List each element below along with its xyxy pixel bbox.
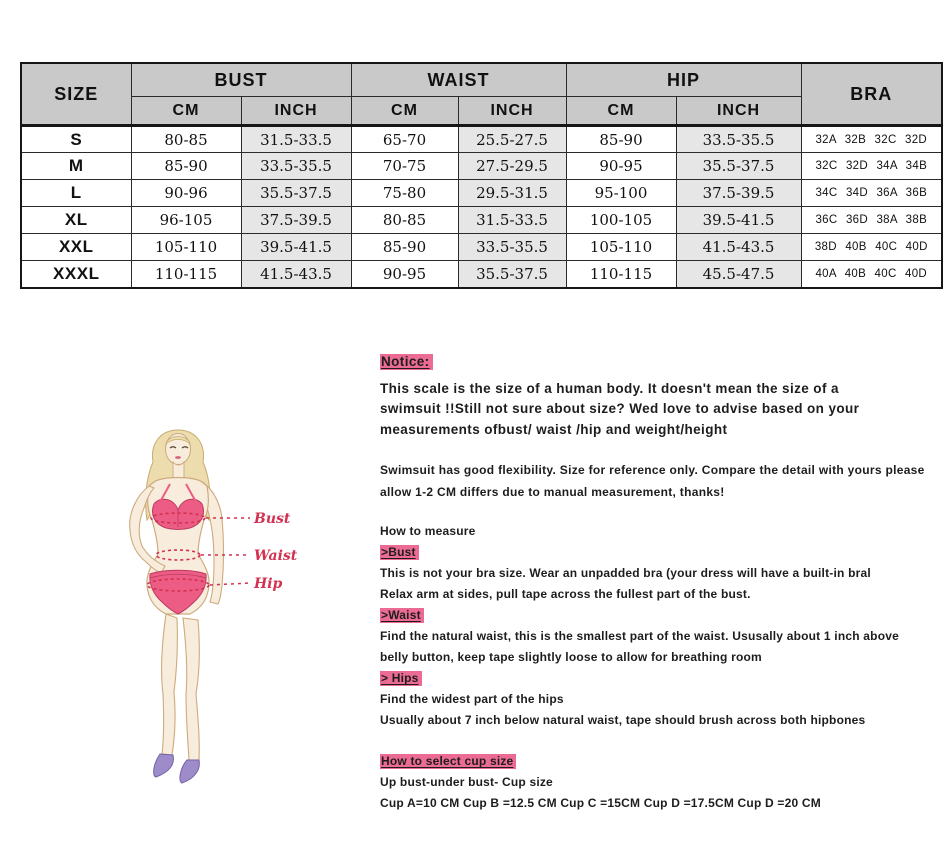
table-row xyxy=(21,261,942,288)
waist-text-line: Find the natural waist, this is the smallest part of the waist. Ususally about 1 inch above xyxy=(380,629,899,643)
cup-size-heading xyxy=(380,751,936,772)
table-cell: 110-115 xyxy=(566,261,676,288)
table-cell: 31.5-33.5 xyxy=(241,126,351,153)
header-bra: BRA xyxy=(801,63,942,126)
header-bust-cm: CM xyxy=(131,97,241,126)
notes-column xyxy=(380,352,936,814)
table-cell: XL xyxy=(21,207,131,234)
table-cell: 32A 32B 32C 32D xyxy=(801,126,942,153)
cup-size-text-line: Cup A=10 CM Cup B =12.5 CM Cup C =15CM Cup D =17.5CM Cup D =20 CM xyxy=(380,796,821,810)
table-cell: 33.5-35.5 xyxy=(676,126,801,153)
table-row xyxy=(21,180,942,207)
table-cell: 110-115 xyxy=(131,261,241,288)
table-cell: 25.5-27.5 xyxy=(458,126,566,153)
header-waist-cm: CM xyxy=(351,97,458,126)
table-cell: 80-85 xyxy=(351,207,458,234)
bust-text-line: Relax arm at sides, pull tape across the fullest part of the bust. xyxy=(380,587,751,601)
flexibility-text-line: allow 1-2 CM differs due to manual measurement, thanks! xyxy=(380,484,725,499)
table-cell: 33.5-35.5 xyxy=(241,153,351,180)
table-cell: 37.5-39.5 xyxy=(676,180,801,207)
table-cell: XXL xyxy=(21,234,131,261)
table-cell: 65-70 xyxy=(351,126,458,153)
shoe-right xyxy=(180,760,199,783)
header-waist-inch: INCH xyxy=(458,97,566,126)
table-header-row xyxy=(21,63,942,97)
bust-label: Bust xyxy=(254,511,291,527)
header-waist: WAIST xyxy=(351,63,566,97)
hip-label: Hip xyxy=(254,576,283,592)
table-cell: 34C 34D 36A 36B xyxy=(801,180,942,207)
table-cell: 100-105 xyxy=(566,207,676,234)
figure-sketch xyxy=(90,422,320,800)
table-cell: 37.5-39.5 xyxy=(241,207,351,234)
table-cell: XXXL xyxy=(21,261,131,288)
size-chart-table xyxy=(20,62,943,289)
table-cell: 35.5-37.5 xyxy=(241,180,351,207)
table-cell: 36C 36D 38A 38B xyxy=(801,207,942,234)
notice-highlight: Notice: xyxy=(380,354,433,370)
header-bust: BUST xyxy=(131,63,351,97)
table-cell: 105-110 xyxy=(566,234,676,261)
header-hip-inch: INCH xyxy=(676,97,801,126)
table-cell: 27.5-29.5 xyxy=(458,153,566,180)
table-cell: S xyxy=(21,126,131,153)
header-hip: HIP xyxy=(566,63,801,97)
bust-highlight: >Bust xyxy=(380,545,419,560)
hips-text-line: Usually about 7 inch below natural waist, tape should brush across both hipbones xyxy=(380,713,866,727)
figure-leg-right xyxy=(183,618,199,760)
table-cell: 90-95 xyxy=(351,261,458,288)
table-cell: 32C 32D 34A 34B xyxy=(801,153,942,180)
table-cell: 39.5-41.5 xyxy=(241,234,351,261)
figure-lips xyxy=(175,456,181,459)
table-cell: 31.5-33.5 xyxy=(458,207,566,234)
hips-text-line: Find the widest part of the hips xyxy=(380,692,564,706)
table-cell: 90-95 xyxy=(566,153,676,180)
spacer xyxy=(380,731,936,751)
table-cell: 85-90 xyxy=(131,153,241,180)
bust-text-line: This is not your bra size. Wear an unpadded bra (your dress will have a built-in bral xyxy=(380,566,871,580)
table-cell: 35.5-37.5 xyxy=(458,261,566,288)
waist-highlight: >Waist xyxy=(380,608,424,623)
table-cell: 33.5-35.5 xyxy=(458,234,566,261)
waist-heading xyxy=(380,605,936,626)
hips-highlight: > Hips xyxy=(380,671,422,686)
notice-text-line: measurements ofbust/ waist /hip and weight/height xyxy=(380,421,728,437)
table-cell: 45.5-47.5 xyxy=(676,261,801,288)
table-cell: 41.5-43.5 xyxy=(676,234,801,261)
table-row xyxy=(21,207,942,234)
notice-heading xyxy=(380,352,936,373)
table-row xyxy=(21,234,942,261)
table-cell: 70-75 xyxy=(351,153,458,180)
table-cell: 35.5-37.5 xyxy=(676,153,801,180)
table-cell: L xyxy=(21,180,131,207)
notice-text-line: swimsuit !!Still not sure about size? Wed love to advise based on your xyxy=(380,401,860,416)
shoe-left xyxy=(154,754,174,777)
table-cell: 95-100 xyxy=(566,180,676,207)
table-row xyxy=(21,126,942,153)
table-cell: 75-80 xyxy=(351,180,458,207)
table-cell: 90-96 xyxy=(131,180,241,207)
measurement-figure xyxy=(90,422,320,800)
waist-text-line: belly button, keep tape slightly loose to allow for breathing room xyxy=(380,650,762,664)
table-cell: 38D 40B 40C 40D xyxy=(801,234,942,261)
table-cell: 85-90 xyxy=(566,126,676,153)
bust-heading xyxy=(380,542,936,563)
table-cell: M xyxy=(21,153,131,180)
header-hip-cm: CM xyxy=(566,97,676,126)
header-size: SIZE xyxy=(21,63,131,126)
table-row xyxy=(21,153,942,180)
cup-size-highlight: How to select cup size xyxy=(380,754,516,769)
how-to-measure-title: How to measure xyxy=(380,524,476,538)
table-cell: 80-85 xyxy=(131,126,241,153)
figure-leg-left xyxy=(162,614,178,755)
hips-heading xyxy=(380,668,936,689)
table-cell: 39.5-41.5 xyxy=(676,207,801,234)
table-cell: 105-110 xyxy=(131,234,241,261)
table-cell: 29.5-31.5 xyxy=(458,180,566,207)
table-cell: 41.5-43.5 xyxy=(241,261,351,288)
cup-size-text-line: Up bust-under bust- Cup size xyxy=(380,775,553,789)
waist-label: Waist xyxy=(254,548,298,564)
table-cell: 40A 40B 40C 40D xyxy=(801,261,942,288)
flexibility-text-line: Swimsuit has good flexibility. Size for reference only. Compare the detail with yours please xyxy=(380,463,925,477)
notice-text-line: This scale is the size of a human body. It doesn't mean the size of a xyxy=(380,380,839,396)
table-cell: 85-90 xyxy=(351,234,458,261)
table-cell: 96-105 xyxy=(131,207,241,234)
header-bust-inch: INCH xyxy=(241,97,351,126)
spacer xyxy=(380,503,936,521)
spacer xyxy=(380,440,936,460)
